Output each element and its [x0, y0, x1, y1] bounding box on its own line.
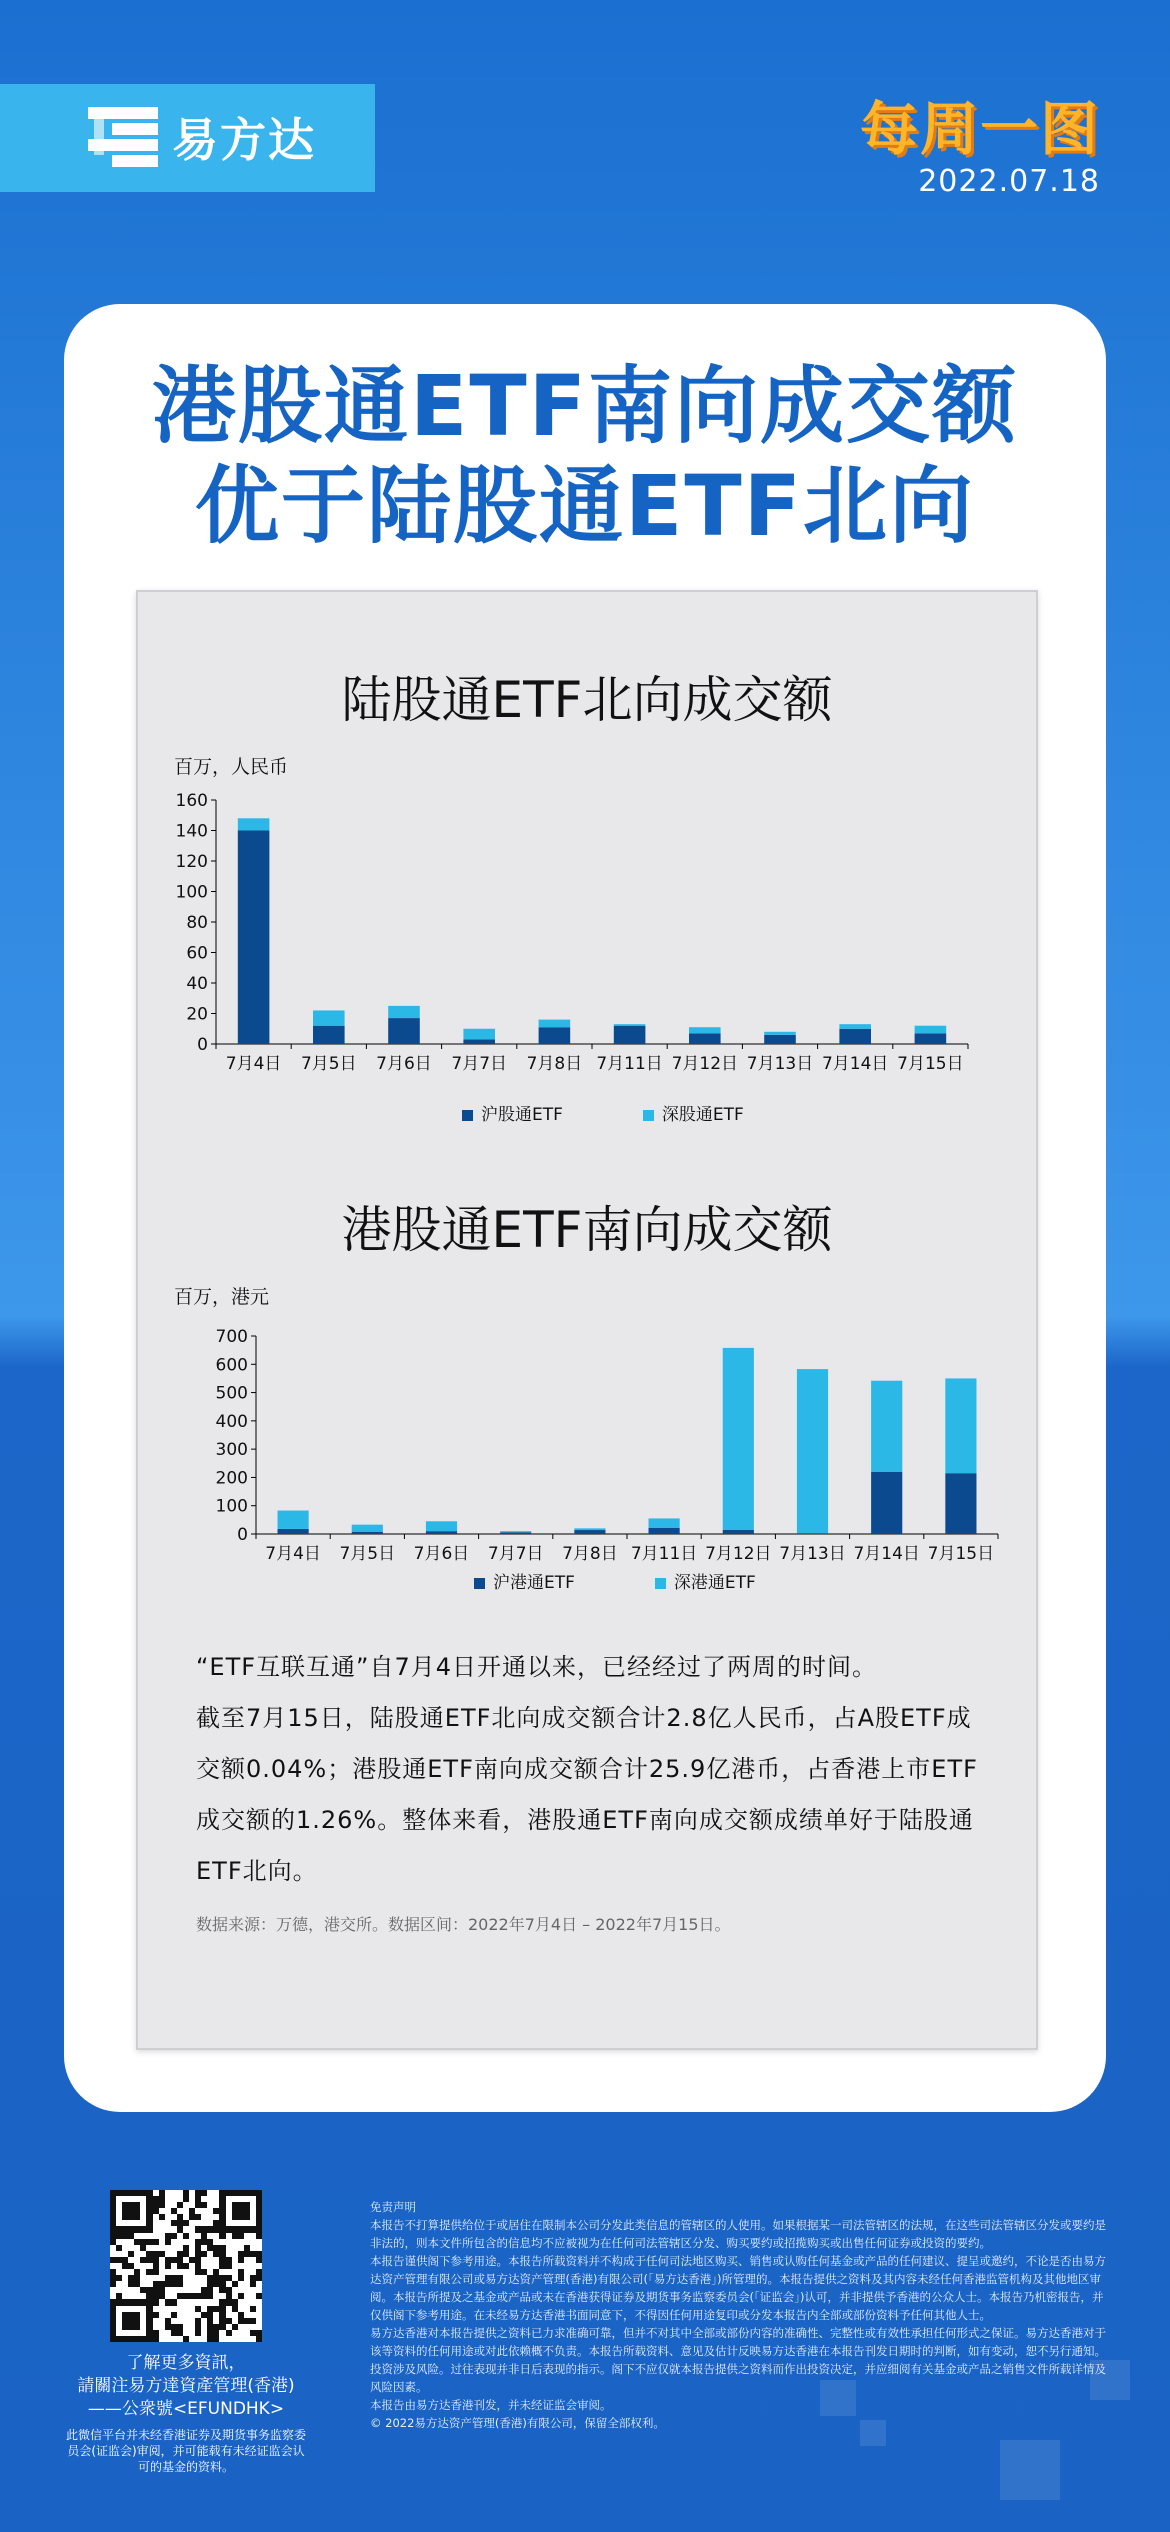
bar-dark [388, 1018, 420, 1044]
qr-note: 此微信平台并未经香港证券及期货事务监察委员会(证监会)审阅，并可能载有未经证监会认可的基金的资料。 [66, 2428, 307, 2474]
bar-light [797, 1369, 828, 1533]
qr-module [238, 2275, 244, 2281]
disclaimer-p1: 本报告不打算提供给位于或居住在限制本公司分发此类信息的管辖区的人使用。如果根据某一司法管辖区的法规，在这些司法管辖区分发或要约是非法的，则本文件所包含的信息均不应被视为在任何司法管辖区分发、购买要约或招揽购买或出售任何证券或投资的要约。 [370, 2218, 1106, 2250]
bar-dark [500, 1532, 531, 1534]
qr-module [256, 2293, 262, 2299]
data-source: 数据来源：万德，港交所。数据区间：2022年7月4日 – 2022年7月15日。 [196, 1915, 731, 1934]
x-tick-label: 7月8日 [562, 1544, 618, 1564]
bar-light [426, 1521, 457, 1531]
qr-module [250, 2318, 256, 2324]
qr-module [153, 2299, 159, 2305]
qr-module [146, 2226, 152, 2232]
bar-dark [649, 1528, 680, 1534]
x-tick-label: 7月5日 [300, 1054, 357, 1074]
bar-light [352, 1525, 383, 1532]
x-tick-label: 7月14日 [821, 1054, 889, 1074]
bar-dark [839, 1029, 871, 1044]
bar-dark [313, 1026, 345, 1044]
qr-module [171, 2299, 177, 2305]
disclaimer-p4: 本报告由易方达香港刊发，并未经证监会审阅。 [370, 2398, 612, 2412]
disclaimer-p3: 易方达香港对本报告提供之资料已力求准确可靠，但并不对其中全部或部份内容的准确性、完整性或有效性承担任何形式之保证。易方达香港对于该等资料的任何用途或对此依赖概不负责。本报告所载资料、意见及估计反映易方达香港在本报告刊发日期时的判断，如有变动，恕不另行通知。投资涉及风险。过往表现并非日后表现的指示。阁下不应仅就本报告提供之资料而作出投资决定，并应细阅有关基金或产品之销售文件所载详情及风险因素。 [370, 2326, 1106, 2394]
qr-module [171, 2233, 177, 2239]
y-tick-label: 160 [175, 791, 208, 811]
bar-light [238, 818, 270, 830]
bar-light [313, 1010, 345, 1025]
qr-module [195, 2330, 201, 2336]
bar-light [388, 1006, 420, 1018]
bar-light [500, 1531, 531, 1532]
chart2-legend-sz: 深港通ETF [655, 1568, 756, 1593]
bar-dark [797, 1533, 828, 1534]
x-tick-label: 7月13日 [746, 1054, 814, 1074]
qr-module [183, 2263, 189, 2269]
qr-module [134, 2324, 140, 2330]
qr-module [226, 2330, 232, 2336]
bar-dark [614, 1026, 646, 1044]
qr-module [250, 2281, 256, 2287]
y-tick-label: 400 [215, 1411, 248, 1432]
qr-module [153, 2269, 159, 2275]
chart2-unit: 百万，港元 [174, 1286, 270, 1308]
headline-line1: 港股通ETF南向成交额 [151, 357, 1019, 455]
bar-light [723, 1348, 754, 1530]
y-tick-label: 60 [186, 943, 208, 964]
x-tick-label: 7月6日 [413, 1544, 470, 1564]
chart1-bar-chart [138, 782, 1036, 1112]
bar-light [764, 1032, 796, 1035]
weekly-badge: 每周一图 [859, 95, 1100, 163]
qr-module [238, 2293, 244, 2299]
qr-module [159, 2214, 165, 2220]
qr-module [256, 2336, 262, 2342]
chart1-unit: 百万，人民币 [174, 756, 289, 778]
contact-line-3: ——公衆號<EFUNDHK> [87, 2399, 285, 2419]
bar-dark [689, 1033, 721, 1044]
wechat-qr-code[interactable] [110, 2190, 262, 2342]
bar-dark [915, 1033, 947, 1044]
y-tick-label: 300 [215, 1440, 248, 1461]
y-tick-label: 140 [175, 821, 208, 842]
chart2-title: 港股通ETF南向成交额 [341, 1201, 833, 1259]
qr-module [183, 2196, 189, 2202]
qr-module [256, 2257, 262, 2263]
x-tick-label: 7月12日 [705, 1544, 772, 1564]
y-tick-label: 100 [215, 1496, 248, 1517]
qr-module [116, 2245, 122, 2251]
bar-light [839, 1024, 871, 1029]
x-tick-label: 7月7日 [451, 1054, 508, 1074]
bar-dark [352, 1532, 383, 1534]
brand-logo [88, 104, 316, 170]
bar-light [614, 1024, 646, 1026]
qr-module [201, 2202, 207, 2208]
bar-light [278, 1511, 309, 1529]
qr-module [153, 2239, 159, 2245]
x-tick-label: 7月8日 [526, 1054, 583, 1074]
x-tick-label: 7月11日 [630, 1544, 698, 1564]
bar-light [871, 1381, 902, 1472]
qr-module [159, 2202, 165, 2208]
x-tick-label: 7月4日 [265, 1544, 321, 1564]
chart1-legend-sh: 沪股通ETF [462, 1100, 563, 1125]
footer-contact [66, 2352, 306, 2475]
bar-dark [463, 1039, 495, 1044]
chart2-bar-chart [138, 1314, 1036, 1604]
qr-module [226, 2263, 232, 2269]
qr-module [244, 2214, 250, 2220]
bar-light [689, 1027, 721, 1033]
qr-module [177, 2202, 183, 2208]
x-tick-label: 7月11日 [596, 1054, 663, 1074]
qr-module [219, 2233, 225, 2239]
contact-line-1: 了解更多資訊， [126, 2353, 246, 2373]
qr-module [195, 2214, 201, 2220]
qr-module [256, 2233, 262, 2239]
qr-module [153, 2312, 159, 2318]
bar-light [649, 1518, 680, 1527]
disclaimer-p2: 本报告谨供阁下参考用途。本报告所载资料并不构成于任何司法地区购买、销售或认购任何基金或产品的任何建议、提呈或邀约，不论是否由易方达资产管理有限公司或易方达资产管理(香港)有限公司(「易方达香港」)所管理的。本报告提供之资料及其内容未经任何香港监管机构及其他地区审阅。本报告所提及之基金或产品或未在香港获得证券及期货事务监察委员会(「证监会」)认可，并非提供予香港的公众人士。本报告乃机密报告，并仅供阁下参考用途。在未经易方达香港书面同意下，不得因任何用途复印或分发本报告内全部或部份资料予任何其他人士。 [370, 2254, 1106, 2322]
bar-dark [574, 1530, 605, 1534]
qr-module [153, 2336, 159, 2342]
y-tick-label: 0 [237, 1525, 248, 1545]
chart2-legend [474, 1568, 756, 1593]
qr-module [238, 2257, 244, 2263]
bar-dark [426, 1531, 457, 1534]
y-tick-label: 700 [215, 1327, 248, 1347]
qr-module [134, 2214, 140, 2220]
x-tick-label: 7月7日 [487, 1544, 544, 1564]
summary-text [196, 1642, 986, 1897]
chart1-legend [462, 1100, 744, 1125]
brand-name: 易方达 [172, 113, 316, 167]
qr-module [116, 2275, 122, 2281]
contact-line-2: 請關注易方達資產管理(香港) [77, 2376, 295, 2396]
x-tick-label: 7月14日 [853, 1544, 920, 1564]
disclaimer-p5: © 2022易方达资产管理(香港)有限公司，保留全部权利。 [370, 2416, 665, 2430]
qr-module [207, 2293, 213, 2299]
qr-module [165, 2239, 171, 2245]
x-tick-label: 7月13日 [779, 1544, 846, 1564]
y-tick-label: 500 [215, 1383, 248, 1404]
qr-module [213, 2336, 219, 2342]
x-tick-label: 7月4日 [225, 1054, 282, 1074]
disclaimer-title: 免责声明 [370, 2200, 416, 2214]
y-tick-label: 40 [186, 974, 208, 994]
headline [64, 356, 1106, 556]
bar-dark [278, 1529, 309, 1534]
chart1-title: 陆股通ETF北向成交额 [341, 671, 833, 729]
x-tick-label: 7月15日 [897, 1054, 964, 1074]
qr-module [183, 2336, 189, 2342]
qr-module [201, 2251, 207, 2257]
x-tick-label: 7月12日 [671, 1054, 739, 1074]
x-tick-label: 7月6日 [376, 1054, 432, 1074]
qr-module [238, 2233, 244, 2239]
qr-module [128, 2251, 134, 2257]
bar-dark [539, 1027, 571, 1044]
chart2-legend-sh: 沪港通ETF [474, 1568, 575, 1593]
y-tick-label: 200 [215, 1468, 248, 1489]
qr-module [171, 2312, 177, 2318]
qr-module [183, 2220, 189, 2226]
x-tick-label: 7月5日 [339, 1544, 396, 1564]
qr-module [256, 2275, 262, 2281]
bar-light [915, 1026, 947, 1034]
y-tick-label: 20 [186, 1004, 208, 1025]
efund-logo-icon [88, 105, 160, 169]
headline-line2: 优于陆股通ETF北向 [194, 457, 976, 555]
issue-date: 2022.07.18 [918, 164, 1100, 199]
bar-light [945, 1378, 976, 1473]
bar-light [539, 1020, 571, 1028]
bar-light [463, 1029, 495, 1040]
bar-dark [238, 831, 270, 1045]
y-tick-label: 80 [186, 913, 208, 933]
y-tick-label: 0 [197, 1035, 208, 1055]
bar-dark [945, 1473, 976, 1534]
qr-module [232, 2281, 238, 2287]
qr-module [110, 2281, 116, 2287]
qr-module [201, 2190, 207, 2196]
x-tick-label: 7月15日 [927, 1544, 995, 1564]
disclaimer [370, 2198, 1110, 2432]
y-tick-label: 120 [175, 852, 208, 872]
chart1-legend-sz: 深股通ETF [643, 1100, 744, 1125]
qr-module [183, 2233, 189, 2239]
content-panel [136, 590, 1038, 2050]
bar-light [574, 1528, 605, 1530]
bar-dark [764, 1035, 796, 1044]
bar-dark [871, 1472, 902, 1534]
summary-line-2: 截至7月15日，陆股通ETF北向成交额合计2.8亿人民币，占A股ETF成交额0.04%；港股通ETF南向成交额合计25.9亿港币，占香港上市ETF成交额的1.26%。整体来看，港股通ETF南向成交额成绩单好于陆股通ETF北向。 [196, 1704, 978, 1885]
qr-module [250, 2306, 256, 2312]
qr-module [232, 2324, 238, 2330]
summary-line-1: “ETF互联互通”自7月4日开通以来，已经经过了两周的时间。 [196, 1653, 878, 1681]
bar-dark [723, 1530, 754, 1534]
main-card [64, 304, 1106, 2112]
y-tick-label: 600 [215, 1355, 248, 1376]
y-tick-label: 100 [175, 882, 208, 903]
qr-module [177, 2281, 183, 2287]
qr-module [165, 2263, 171, 2269]
